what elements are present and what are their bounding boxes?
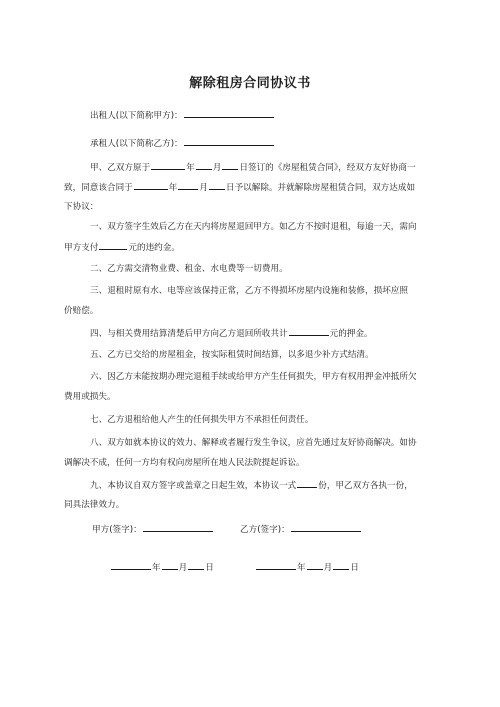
end-day-blank[interactable] [209, 180, 225, 190]
clause-9-line-2: 同具法律效力。 [64, 500, 125, 510]
copies-blank[interactable] [297, 478, 317, 488]
clause-7: 七、乙方退租给他人产生的任何损失甲方不承担任何责任。 [90, 415, 314, 425]
clause-4 [90, 326, 373, 339]
party-b-day-blank[interactable] [333, 560, 349, 570]
party-a-year-blank[interactable] [111, 560, 151, 570]
sign-day-blank[interactable] [222, 160, 238, 170]
month-label: 月 [212, 163, 222, 173]
clause-3-line-1: 三、退租时原有水、电等应该保持正常，乙方不得损坏房屋内设施和装修，损坏应照 [90, 286, 408, 296]
clause-1-text: 甲方支付 [64, 243, 99, 253]
intro-text: 甲、乙双方原于 [90, 163, 151, 173]
clause-1-line-2 [64, 240, 180, 253]
party-a-month-blank[interactable] [162, 560, 178, 570]
intro-text: 日签订的《房屋租赁合同》，经双方友好协商一 [239, 163, 416, 173]
party-a-day-blank[interactable] [188, 560, 204, 570]
sign-year-blank[interactable] [151, 160, 185, 170]
intro-text: 致，同意该合同于 [64, 183, 133, 193]
intro-line-1 [90, 160, 416, 173]
day-label: 日 [205, 563, 214, 573]
tenant-name-blank[interactable] [184, 136, 274, 146]
party-b-year-blank[interactable] [256, 560, 296, 570]
clause-9-line-1 [90, 478, 413, 491]
clause-2: 二、乙方需交清物业费、租金、水电费等一切费用。 [90, 264, 288, 274]
month-label: 月 [323, 563, 333, 573]
clause-4-text: 元的押金。 [329, 329, 373, 339]
landlord-label: 出租人(以下简称甲方)： [90, 111, 183, 121]
clause-3-line-2: 价赔偿。 [64, 306, 99, 316]
end-year-blank[interactable] [134, 180, 168, 190]
landlord-name-blank[interactable] [184, 108, 274, 118]
year-label: 年 [297, 563, 306, 573]
month-label: 月 [178, 563, 188, 573]
penalty-amount-blank[interactable] [99, 240, 127, 250]
clause-9-text: 九、本协议自双方签字或盖章之日起生效，本协议一式 [90, 481, 297, 491]
party-a-signature [92, 522, 214, 535]
clause-1-text: 元的违约金。 [128, 243, 180, 253]
clause-1-line-1: 一、双方签字生效后乙方在天内将房屋退回甲方。如乙方不按时退租，每逾一天，需向 [90, 222, 417, 232]
sign-month-blank[interactable] [196, 160, 212, 170]
month-label: 月 [199, 183, 208, 193]
clause-5: 五、乙方已交给的房屋租金，按实际租赁时间结算，以多退少补方式结清。 [90, 350, 374, 360]
tenant-label: 承租人(以下简称乙方)： [90, 139, 183, 149]
party-b-label: 乙方(签字)： [240, 525, 290, 535]
year-label: 年 [168, 183, 178, 193]
party-b-signature-blank[interactable] [291, 522, 361, 532]
clause-6-line-1: 六、因乙方未能按期办理完退租手续或给甲方产生任何损失，甲方有权用押金冲抵所欠 [90, 372, 417, 382]
clause-8-line-2: 调解决不成，任何一方均有权向房屋所在地人民法院提起诉讼。 [64, 458, 305, 468]
party-b-date [255, 560, 359, 573]
year-label: 年 [152, 563, 161, 573]
clause-8-line-1: 八、双方如就本协议的效力、解释或者履行发生争议，应首先通过友好协商解决。如协 [90, 438, 417, 448]
document-title: 解除租房合同协议书 [189, 76, 311, 91]
intro-line-3: 下协议： [64, 202, 99, 212]
end-month-blank[interactable] [178, 180, 198, 190]
year-label: 年 [186, 163, 195, 173]
landlord-line [90, 108, 275, 121]
intro-text: 日予以解除。并就解除房屋租赁合同，双方达成如 [225, 183, 416, 193]
tenant-line [90, 136, 275, 149]
party-b-signature [240, 522, 362, 535]
deposit-amount-blank[interactable] [289, 326, 329, 336]
clause-4-text: 四、与相关费用结算清楚后甲方向乙方退回所收共计 [90, 329, 288, 339]
day-label: 日 [350, 563, 359, 573]
intro-line-2 [64, 180, 415, 193]
clause-6-line-2: 费用或损失。 [64, 392, 116, 402]
party-a-date [110, 560, 214, 573]
party-a-signature-blank[interactable] [143, 522, 213, 532]
clause-9-text: 份，甲乙双方各执一份， [318, 481, 413, 491]
party-b-month-blank[interactable] [307, 560, 323, 570]
party-a-label: 甲方(签字)： [92, 525, 142, 535]
